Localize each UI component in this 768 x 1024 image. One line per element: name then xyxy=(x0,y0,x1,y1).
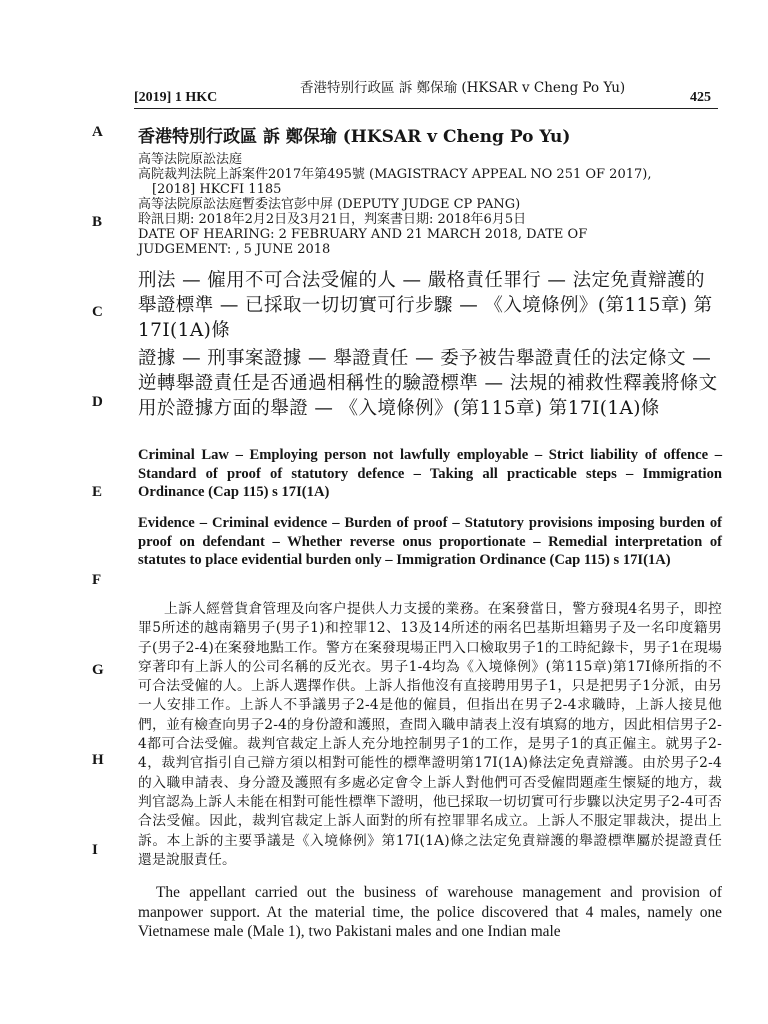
headnote-zh: 上訴人經營貨倉管理及向客户提供人力支援的業務。在案發當日，警方發現4名男子，即控罪5所述的越南籍男子(男子1)和控罪12、13及14所述的兩名巴基斯坦籍男子及一名印度籍男子(男子2-4)在案發地點工作。警方在案發現場正門入口檢取男子1的工時紀錄卡，男子1在現場穿著印有上訴人的公司名稱的反光衣。男子1-4均為《入境條例》(第115章)第17I條所指的不可合法受僱的人。上訴人選擇作供。上訴人指他沒有直接聘用男子1，只是把男子1分派，由另一人安排工作。上訴人不爭議男子2-4是他的僱員，但指出在男子2-4求職時，上訴人接見他們，並有檢查向男子2-4的身份證和護照，查問入職申請表上沒有填寫的地方，因此相信男子2-4都可合法受僱。裁判官裁定上訴人充分地控制男子1的工作，是男子1的真正僱主。就男子2-4，裁判官指引自己辯方須以相對可能性的標準證明第17I(1A)條法定免責辯護。由於男子2-4的入職申請表、身分證及護照有多處必定會令上訴人對他們可否受僱問題產生懷疑的地方，裁判官認為上訴人未能在相對可能性標準下證明，他已採取一切切實可行步驟以決定男子2-4可否合法受僱。因此，裁判官裁定上訴人面對的所有控罪罪名成立。上訴人不服定罪裁決，提出上訴。本上訴的主要爭議是《入境條例》第17I(1A)條之法定免責辯護的舉證標準屬於提證責任還是說服責任。 xyxy=(138,601,722,868)
running-header-title: 香港特别行政區 訴 鄭保瑜 (HKSAR v Cheng Po Yu) xyxy=(300,80,626,96)
catchwords-en-evidence: Evidence – Criminal evidence – Burden of proof – Statutory provisions imposing burden of proof on defendant – Whether reverse onus proportionate – Remedial interpretation of statutes to place evidential burden only – Immigration Ordinance (Cap 115) s 17I(1A) xyxy=(138,515,722,568)
catchwords-zh-evidence: 證據 — 刑事案證據 — 舉證責任 — 委予被告舉證責任的法定條文 — 逆轉舉證責任是否通過相稱性的驗證標準 — 法規的補救性釋義將條文用於證據方面的舉證 — 《入境條例》(第115章) 第17I(1A)條 xyxy=(138,348,718,419)
case-title: 香港特別行政區 訴 鄭保瑜 (HKSAR v Cheng Po Yu) xyxy=(138,127,571,147)
catchwords-en-criminal: Criminal Law – Employing person not lawfully employable – Strict liability of offence – Standard of proof of statutory defence – Taking all practicable steps – Immigration Ordinance (Cap 115) s 17I(1A) xyxy=(138,447,722,500)
margin-letter-c: C xyxy=(92,304,103,320)
judge-name: 高等法院原訟法庭暫委法官彭中屏 (DEPUTY JUDGE CP PANG) xyxy=(138,197,521,212)
hearing-dates-zh: 聆訊日期: 2018年2月2日及3月21日，判案書日期: 2018年6月5日 xyxy=(138,212,527,227)
court-name: 高等法院原訟法庭 xyxy=(138,152,243,167)
report-citation: [2019] 1 HKC xyxy=(134,90,218,105)
margin-letter-f: F xyxy=(92,572,102,588)
headnote-en: The appellant carried out the business of warehouse management and provision of manpower support. At the material time, the police discovered that 4 males, namely one Vietnamese male (Male 1), two Pakistani males and one Indian male xyxy=(138,884,722,940)
margin-letter-a: A xyxy=(92,124,103,140)
margin-letter-d: D xyxy=(92,394,103,410)
catchwords-zh-criminal: 刑法 — 僱用不可合法受僱的人 — 嚴格責任罪行 — 法定免責辯護的舉證標準 — 已採取一切切實可行步驟 — 《入境條例》(第115章) 第17I(1A)條 xyxy=(138,270,713,341)
margin-letter-h: H xyxy=(92,752,104,768)
neutral-citation: [2018] HKCFI 1185 xyxy=(152,182,282,197)
appeal-number: 高院裁判法院上訴案件2017年第495號 (MAGISTRACY APPEAL NO 251 OF 2017), xyxy=(138,167,652,182)
hearing-dates-en: DATE OF HEARING: 2 FEBRUARY AND 21 MARCH 2018, DATE OF xyxy=(138,227,588,242)
margin-letter-b: B xyxy=(92,214,103,230)
header-rule xyxy=(134,108,718,109)
court-details xyxy=(138,152,728,257)
margin-letter-g: G xyxy=(92,662,104,678)
margin-letter-e: E xyxy=(92,484,103,500)
judgement-date-en: JUDGEMENT: , 5 JUNE 2018 xyxy=(138,242,331,257)
margin-letter-i: I xyxy=(92,842,98,858)
page-number: 425 xyxy=(690,90,711,105)
